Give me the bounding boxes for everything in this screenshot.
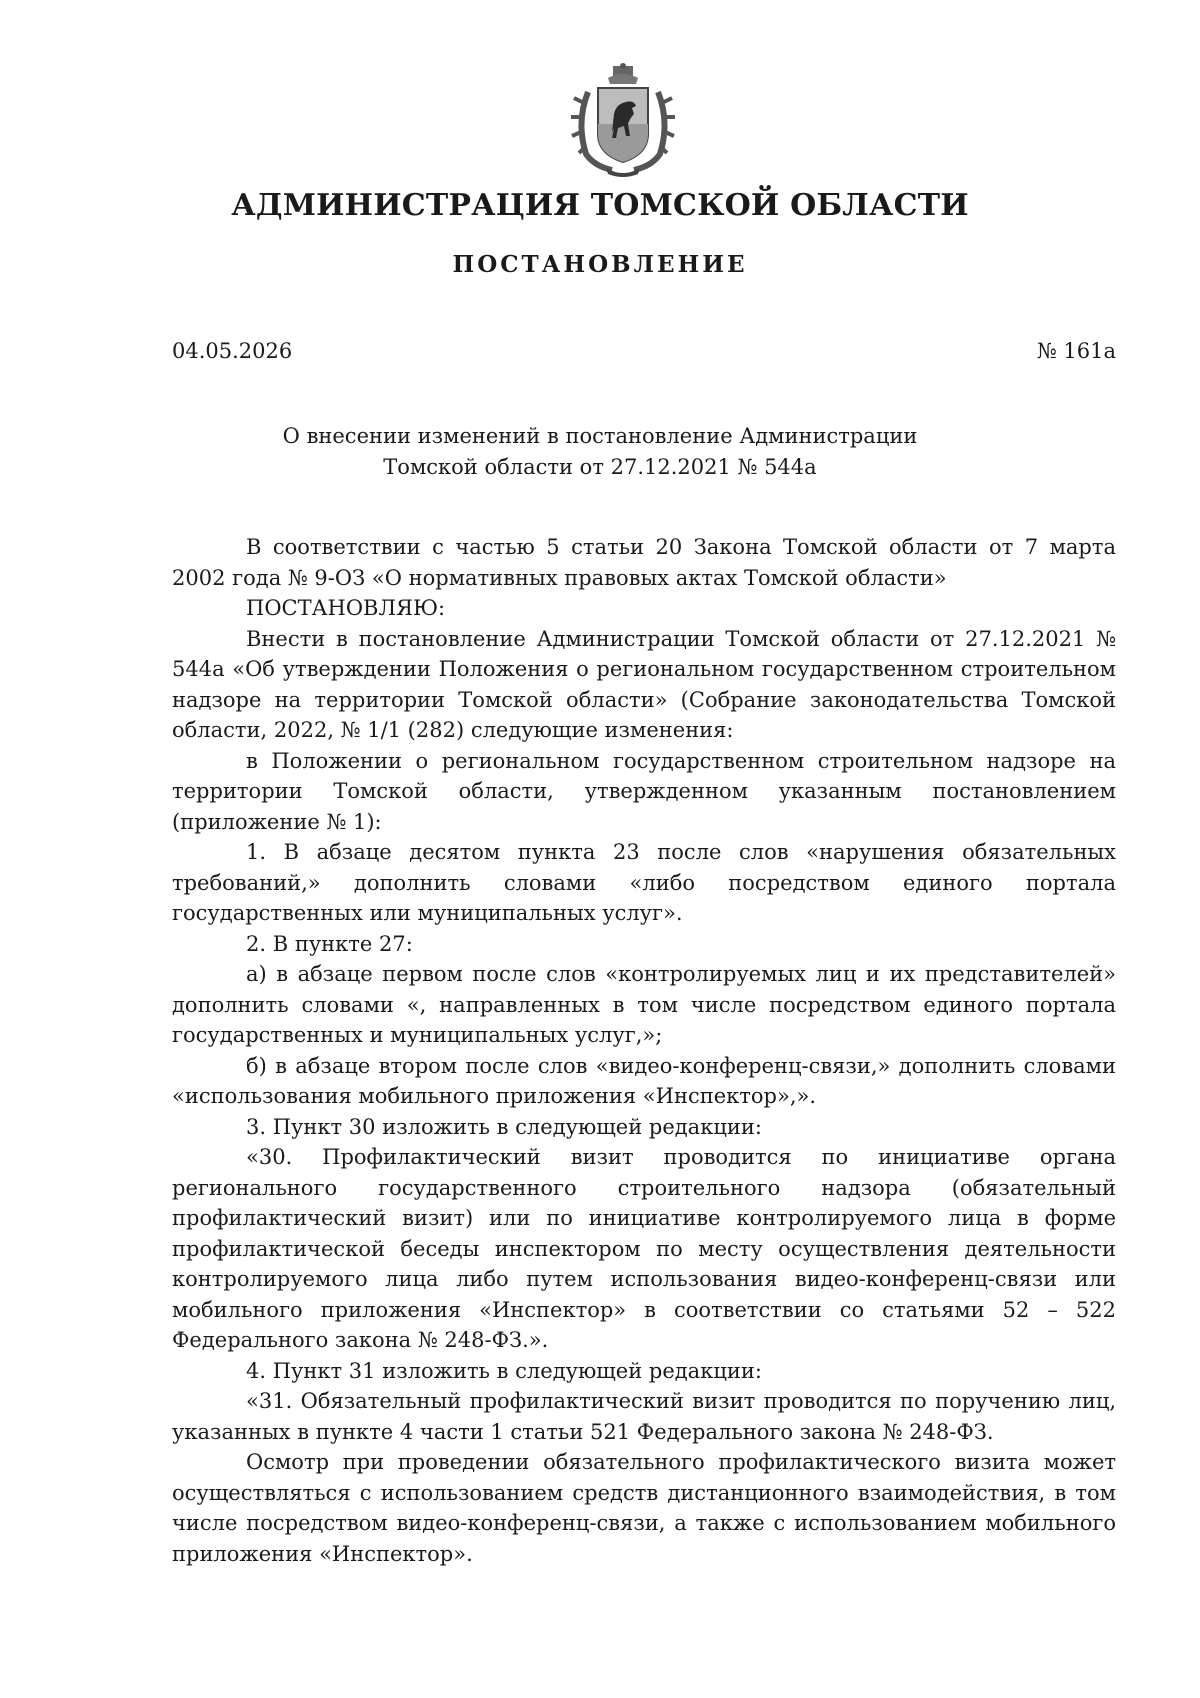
document-body xyxy=(172,532,1116,1569)
document-date: 04.05.2026 xyxy=(172,339,293,363)
subject-line: О внесении изменений в постановление Администрации xyxy=(282,424,918,448)
document-number: № 161а xyxy=(1036,339,1116,363)
paragraph: Внести в постановление Администрации Томской области от 27.12.2021 № 544а «Об утверждении Положения о региональном государственном строительном надзоре на территории Томской области» (Собрание законодательства Томской области, 2022, № 1/1 (282) следующие изменения: xyxy=(172,626,1116,742)
paragraph: б) в абзаце втором после слов «видео-конференц-связи,» дополнить словами «использования мобильного приложения «Инспектор»,». xyxy=(172,1053,1116,1108)
paragraph: «31. Обязательный профилактический визит проводится по поручению лиц, указанных в пункте 4 части 1 статьи 521 Федерального закона № 248-ФЗ. xyxy=(172,1389,1116,1444)
organization-title: АДМИНИСТРАЦИЯ ТОМСКОЙ ОБЛАСТИ xyxy=(231,188,969,223)
document-type: ПОСТАНОВЛЕНИЕ xyxy=(452,251,748,278)
paragraph: 4. Пункт 31 изложить в следующей редакции: xyxy=(246,1358,762,1383)
paragraph: 3. Пункт 30 изложить в следующей редакции: xyxy=(246,1114,762,1139)
paragraph: 2. В пункте 27: xyxy=(246,931,413,956)
paragraph: Осмотр при проведении обязательного профилактического визита может осуществляться с использованием средств дистанционного взаимодействия, в том числе посредством видео-конференц-связи, а также с использованием мобильного приложения «Инспектор». xyxy=(172,1450,1116,1566)
subject-line: Томской области от 27.12.2021 № 544а xyxy=(383,455,817,479)
paragraph: «30. Профилактический визит проводится по инициативе органа регионального государственного строительного надзора (обязательный профилактический визит) или по инициативе контролируемого лица в форме профилактической беседы инспектором по месту осуществления деятельности контролируемого лица либо путем использования видео-конференц-связи или мобильного приложения «Инспектор» в соответствии со статьями 52 – 522 Федерального закона № 248-ФЗ.». xyxy=(172,1145,1116,1352)
document-subject xyxy=(0,421,1200,483)
paragraph: в Положении о региональном государственном строительном надзоре на территории Томской области, утвержденном указанным постановлением (приложение № 1): xyxy=(172,748,1116,834)
paragraph: ПОСТАНОВЛЯЮ: xyxy=(246,596,446,620)
coat-of-arms-icon xyxy=(568,62,678,180)
paragraph: а) в абзаце первом после слов «контролируемых лиц и их представителей» дополнить словами «, направленных в том числе посредством единого портала государственных и муниципальных услуг,»; xyxy=(172,962,1116,1047)
paragraph: 1. В абзаце десятом пункта 23 после слов «нарушения обязательных требований,» дополнить словами «либо посредством единого портала государственных или муниципальных услуг». xyxy=(172,840,1116,925)
paragraph: В соответствии с частью 5 статьи 20 Закона Томской области от 7 марта 2002 года № 9-ОЗ «О нормативных правовых актах Томской области» xyxy=(172,535,1116,590)
